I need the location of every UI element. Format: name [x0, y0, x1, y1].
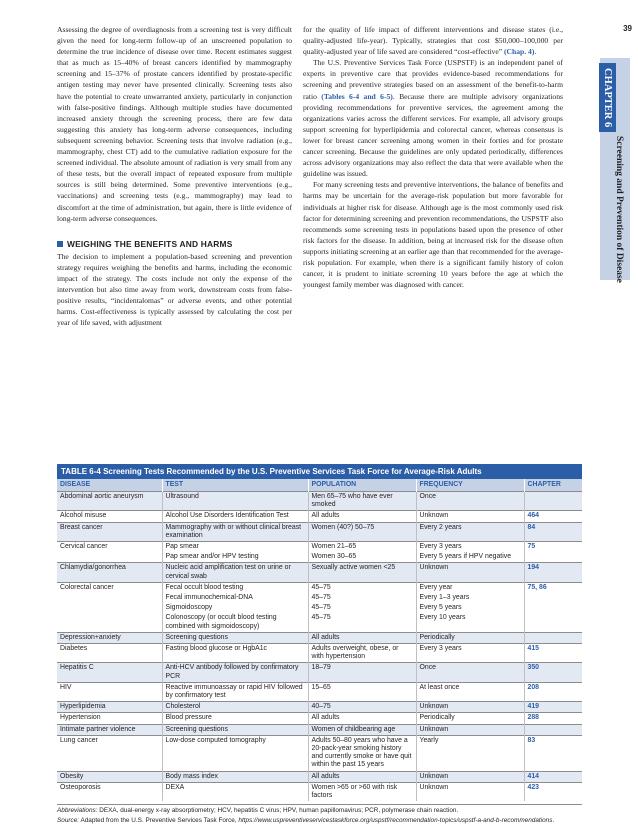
chapter-cell: [524, 613, 582, 632]
disease-cell: [57, 603, 162, 613]
chapter-cell[interactable]: 84: [524, 522, 582, 541]
table-row: [57, 582, 582, 593]
table-row: [57, 542, 582, 553]
text: .: [534, 47, 537, 57]
disease-cell: Hepatitis C: [57, 663, 162, 682]
population-cell: 15–65: [308, 682, 416, 701]
abbreviations-text: DEXA, dual-energy x-ray absorptiometry; HCV, hepatitis C virus; HPV, human papillomavirus; PCR, polymerase chain reaction.: [97, 807, 459, 815]
population-cell: Adults 50–80 years who have a 20-pack-year smoking history and currently smoke or have quit within the past 15 years: [308, 735, 416, 771]
section-heading: [57, 239, 292, 250]
section-heading-text: WEIGHING THE BENEFITS AND HARMS: [67, 238, 233, 249]
chapter-cell[interactable]: 75, 86: [524, 582, 582, 593]
test-cell: Screening questions: [162, 632, 308, 643]
frequency-cell: Unknown: [416, 563, 524, 582]
paragraph-quality-of-life: [303, 24, 563, 57]
table-body: [57, 492, 582, 802]
table-row: [57, 632, 582, 643]
table-row: [57, 511, 582, 522]
test-cell: Screening questions: [162, 724, 308, 735]
population-cell: Women of childbearing age: [308, 724, 416, 735]
frequency-cell: Unknown: [416, 511, 524, 522]
frequency-cell: Every 1–3 years: [416, 593, 524, 603]
population-cell: 45–75: [308, 593, 416, 603]
table-row: [57, 724, 582, 735]
frequency-cell: Every 3 years: [416, 542, 524, 553]
chapter-cell: [524, 593, 582, 603]
right-column: [303, 24, 563, 290]
frequency-cell: Unknown: [416, 702, 524, 713]
paragraph-risk-factors: For many screening tests and preventive interventions, the balance of benefits and harms may be uncertain for the average-risk population but more favorable for individuals at higher risk for disease. Although age is the most commonly used risk factor for determining screening and prevention recommendations, the USPSTF also recommends some screening tests in populations based upon the presence of other risk factors for the disease. In addition, being at increased risk for the disease often supports initiating screening at an earlier age than that recommended for the average-risk population. For example, when there is a significant family history of colon cancer, it is prudent to initiate screening 10 years before the age at which the youngest family member was diagnosed with cancer.: [303, 180, 563, 290]
test-cell: Fasting blood glucose or HgbA1c: [162, 644, 308, 663]
disease-cell: Cervical cancer: [57, 542, 162, 553]
disease-cell: [57, 593, 162, 603]
test-cell: Pap smear: [162, 542, 308, 553]
frequency-cell: Every 5 years if HPV negative: [416, 552, 524, 563]
frequency-cell: Unknown: [416, 724, 524, 735]
table-row: [57, 613, 582, 632]
text: for the quality of life impact of different interventions and disease states (i.e., quality-adjusted life-year). Typically, strategies that cost $50,000–100,000 per quality-adjusted year of life saved are considered “cost-effective”: [303, 25, 563, 57]
chapter-cell[interactable]: 194: [524, 563, 582, 582]
paragraph-uspstf: [303, 57, 563, 179]
left-column: [57, 24, 292, 328]
frequency-cell: Every 10 years: [416, 613, 524, 632]
disease-cell: Colorectal cancer: [57, 582, 162, 593]
population-cell: Sexually active women <25: [308, 563, 416, 582]
chapter-title: Screening and Prevention of Disease: [614, 136, 624, 283]
frequency-cell: Every year: [416, 582, 524, 593]
table-row: [57, 713, 582, 724]
disease-cell: [57, 552, 162, 563]
text: . Because there are multiple advisory organizations providing recommendations for preventive services, the agreement among the organizations varies across the different services. For example, all advisory groups support screening for hyperlipidemia and colorectal cancer, whereas consensus is lower for breast cancer screening among women in their forties and for prostate cancer screening. Because the guidelines are only updated periodically, differences across advisory organizations may also reflect the data that were available when the guideline was issued.: [303, 91, 563, 179]
test-cell: Ultrasound: [162, 492, 308, 511]
population-cell: All adults: [308, 771, 416, 782]
abbreviations-note: [57, 807, 582, 816]
table-row: [57, 771, 582, 782]
table-row: [57, 663, 582, 682]
disease-cell: HIV: [57, 682, 162, 701]
disease-cell: Lung cancer: [57, 735, 162, 771]
chapter-cell[interactable]: 83: [524, 735, 582, 771]
disease-cell: Depression+anxiety: [57, 632, 162, 643]
frequency-cell: Yearly: [416, 735, 524, 771]
table-reference-link[interactable]: (Tables 6-4 and 6-5): [321, 91, 393, 101]
frequency-cell: Every 5 years: [416, 603, 524, 613]
population-cell: All adults: [308, 713, 416, 724]
column-header: FREQUENCY: [416, 479, 524, 492]
test-cell: Mammography with or without clinical breast examination: [162, 522, 308, 541]
table-row: [57, 702, 582, 713]
test-cell: Sigmoidoscopy: [162, 603, 308, 613]
column-header: TEST: [162, 479, 308, 492]
chapter-cell[interactable]: 350: [524, 663, 582, 682]
population-cell: Women (40?) 50–75: [308, 522, 416, 541]
table-row: [57, 522, 582, 541]
chapter-cell[interactable]: 208: [524, 682, 582, 701]
test-cell: Blood pressure: [162, 713, 308, 724]
population-cell: 45–75: [308, 582, 416, 593]
population-cell: Adults overweight, obese, or with hypertension: [308, 644, 416, 663]
population-cell: All adults: [308, 511, 416, 522]
population-cell: 40–75: [308, 702, 416, 713]
screening-table-grid: [57, 479, 582, 801]
source-end: .: [552, 816, 555, 824]
table-row: [57, 644, 582, 663]
chapter-label: CHAPTER 6: [599, 63, 616, 132]
column-header: POPULATION: [308, 479, 416, 492]
population-cell: 45–75: [308, 613, 416, 632]
population-cell: 18–79: [308, 663, 416, 682]
disease-cell: Breast cancer: [57, 522, 162, 541]
disease-cell: Intimate partner violence: [57, 724, 162, 735]
source-text: Adapted from the U.S. Preventive Services Task Force,: [79, 816, 239, 824]
test-cell: Colonoscopy (or occult blood testing combined with sigmoidoscopy): [162, 613, 308, 632]
population-cell: All adults: [308, 632, 416, 643]
table-notes: [57, 804, 582, 825]
frequency-cell: Periodically: [416, 632, 524, 643]
frequency-cell: Unknown: [416, 782, 524, 801]
frequency-cell: Periodically: [416, 713, 524, 724]
test-cell: DEXA: [162, 782, 308, 801]
heading-square-icon: [57, 241, 63, 247]
table-row: [57, 492, 582, 511]
screening-table: [57, 464, 582, 826]
chapter-cell: [524, 603, 582, 613]
disease-cell: Hyperlipidemia: [57, 702, 162, 713]
table-header-row: [57, 479, 582, 492]
disease-cell: Hypertension: [57, 713, 162, 724]
chapter-cell[interactable]: 414: [524, 771, 582, 782]
population-cell: 45–75: [308, 603, 416, 613]
frequency-cell: Unknown: [416, 771, 524, 782]
paragraph-overdiagnosis: Assessing the degree of overdiagnosis from a screening test is very difficult given the need for long-term follow-up of an unscreened population to determine the true incidence of disease over time. Recent estimates suggest that as much as 15–40% of breast cancers identified by mammography screening and 15–37% of prostate cancers identified by prostate-specific antigen testing may never have presented clinically. Screening tests also have the potential to create unwarranted anxiety, particularly in conjunction with false-positive findings. Although multiple studies have documented increased anxiety through the screening process, there are few data suggesting this anxiety has long-term adverse consequences, including subsequent screening behavior. Screening tests that involve radiation (e.g., mammography, chest CT) add to the cumulative radiation exposure for the screened individual. The absolute amount of radiation is very small from any of these tests, but the overall impact of repeated exposure from multiple sources is still being determined. Some preventive interventions (e.g., vaccinations) and screening tests (e.g., mammography) may lead to discomfort at the time of administration, but again, there is little evidence of long-term adverse consequences.: [57, 25, 292, 223]
chapter-cell[interactable]: 464: [524, 511, 582, 522]
disease-cell: Chlamydia/gonorrhea: [57, 563, 162, 582]
chapter-cell[interactable]: 423: [524, 782, 582, 801]
frequency-cell: Once: [416, 663, 524, 682]
frequency-cell: Once: [416, 492, 524, 511]
table-title: TABLE 6-4 Screening Tests Recommended by the U.S. Preventive Services Task Force for Average-Risk Adults: [57, 464, 582, 479]
chapter-cell: [524, 492, 582, 511]
paragraph-benefits-harms: The decision to implement a population-based screening and prevention strategy requires weighing the benefits and harms, including the economic impact of the strategy. The costs include not only the expense of the intervention but also time away from work, downstream costs from false-positive results, “incidentalomas” or adverse events, and other potential harms. Cost-effectiveness is typically assessed by calculating the cost per year of life saved, with adjustment: [57, 251, 292, 328]
table-row: [57, 603, 582, 613]
table-row: [57, 682, 582, 701]
source-label: Source:: [57, 816, 80, 824]
chapter-tab: [600, 58, 630, 283]
table-row: [57, 552, 582, 563]
test-cell: Anti-HCV antibody followed by confirmatory PCR: [162, 663, 308, 682]
table-row: [57, 593, 582, 603]
test-cell: Alcohol Use Disorders Identification Test: [162, 511, 308, 522]
disease-cell: Diabetes: [57, 644, 162, 663]
test-cell: Cholesterol: [162, 702, 308, 713]
table-row: [57, 563, 582, 582]
frequency-cell: Every 3 years: [416, 644, 524, 663]
table-row: [57, 735, 582, 771]
column-header: DISEASE: [57, 479, 162, 492]
abbreviations-label: Abbreviations:: [57, 807, 98, 815]
chapter-cell: [524, 632, 582, 643]
test-cell: Fecal immunochemical-DNA: [162, 593, 308, 603]
chapter-cell[interactable]: 415: [524, 644, 582, 663]
page-number: 39: [623, 24, 632, 33]
population-cell: Women 21–65: [308, 542, 416, 553]
test-cell: Reactive immunoassay or rapid HIV followed by confirmatory test: [162, 682, 308, 701]
test-cell: Low-dose computed tomography: [162, 735, 308, 771]
disease-cell: [57, 613, 162, 632]
disease-cell: Abdominal aortic aneurysm: [57, 492, 162, 511]
frequency-cell: At least once: [416, 682, 524, 701]
chapter-cell[interactable]: 419: [524, 702, 582, 713]
source-note: [57, 817, 582, 826]
test-cell: Nucleic acid amplification test on urine or cervical swab: [162, 563, 308, 582]
disease-cell: Obesity: [57, 771, 162, 782]
disease-cell: Osteoporosis: [57, 782, 162, 801]
chapter-cell[interactable]: 288: [524, 713, 582, 724]
test-cell: Pap smear and/or HPV testing: [162, 552, 308, 563]
population-cell: Women >65 or >60 with risk factors: [308, 782, 416, 801]
source-url-link[interactable]: https://www.uspreventiveservicestaskforce.org/uspstf/recommendation-topics/uspstf-a-and-b-recommendations: [238, 816, 553, 824]
chapter-cell[interactable]: 75: [524, 542, 582, 553]
chapter-cell: [524, 724, 582, 735]
chapter-cell: [524, 552, 582, 563]
chapter-reference-link[interactable]: (Chap. 4): [504, 47, 535, 57]
population-cell: Women 30–65: [308, 552, 416, 563]
frequency-cell: Every 2 years: [416, 522, 524, 541]
table-row: [57, 782, 582, 801]
test-cell: Body mass index: [162, 771, 308, 782]
population-cell: Men 65–75 who have ever smoked: [308, 492, 416, 511]
text: The U.S. Preventive Services Task Force (USPSTF) is an independent panel of experts in preventive care that provides evidence-based recommendations for screening and preventive strategies based on an assessment of the benefit-to-harm ratio: [303, 58, 563, 101]
test-cell: Fecal occult blood testing: [162, 582, 308, 593]
disease-cell: Alcohol misuse: [57, 511, 162, 522]
column-header: CHAPTER: [524, 479, 582, 492]
